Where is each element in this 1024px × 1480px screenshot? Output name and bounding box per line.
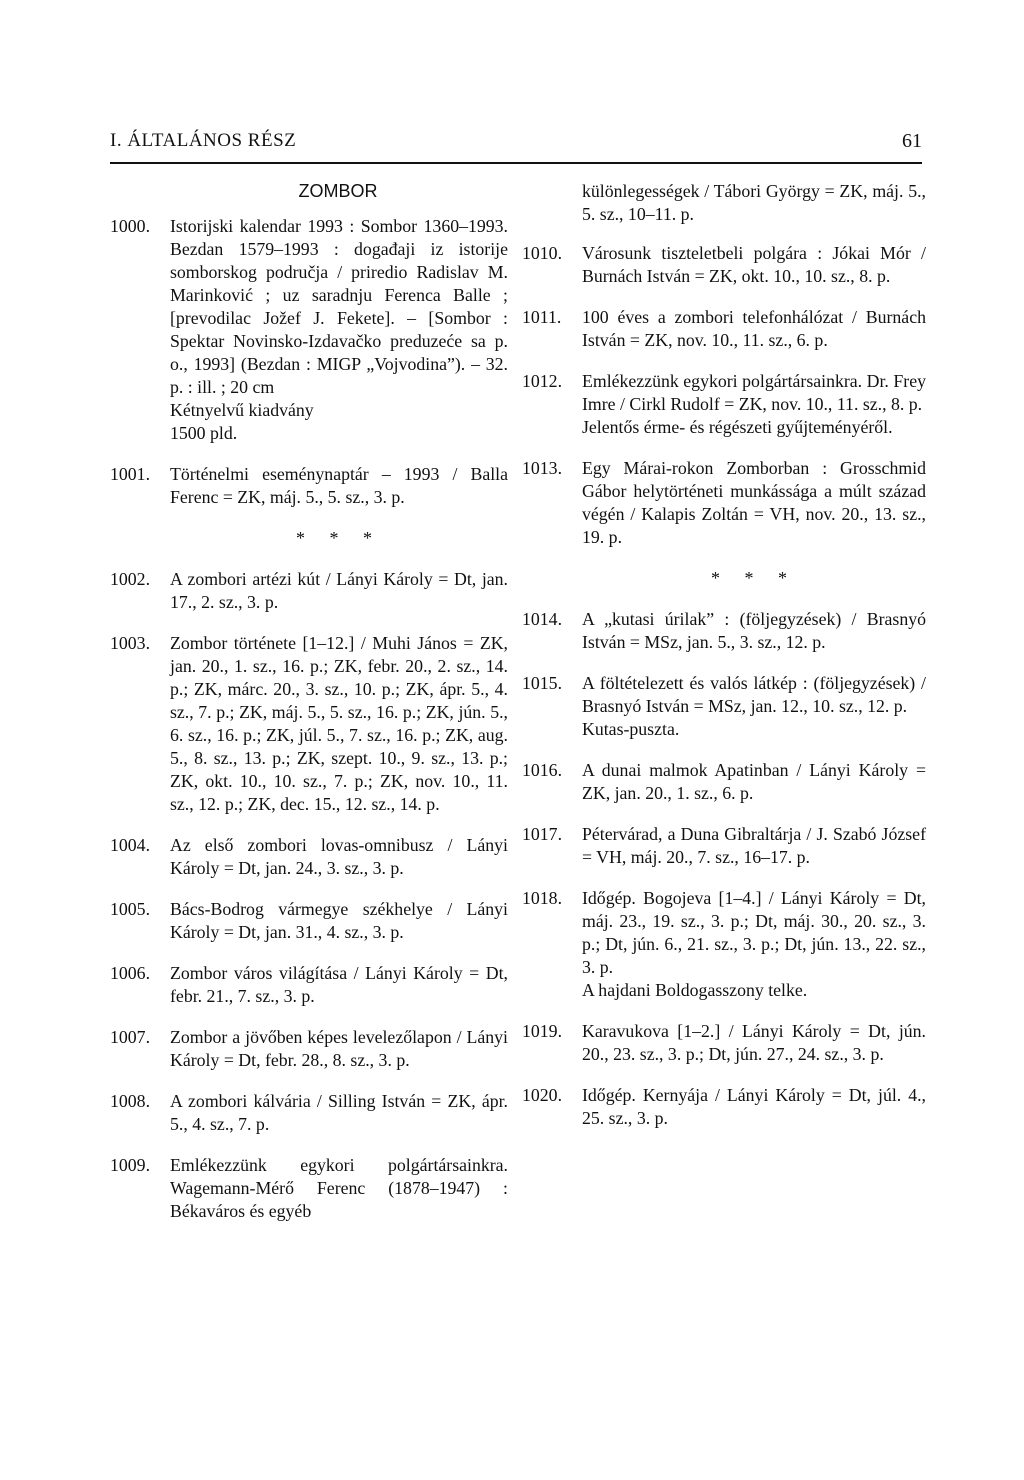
entry-line: Pétervárad, a Duna Gibraltárja / J. Szabó József = VH, máj. 20., 7. sz., 16–17. p. [582, 824, 926, 867]
entry-number: 1010. [522, 243, 563, 263]
right-entries-a [522, 242, 926, 549]
entry-line: A hajdani Boldogasszony telke. [582, 980, 808, 1000]
entry-text [170, 215, 508, 445]
entry-text [582, 306, 926, 352]
entry-text [170, 1026, 508, 1072]
entry-line: Kétnyelvű kiadvány [170, 400, 314, 420]
entry-number: 1004. [110, 835, 151, 855]
right-column [522, 180, 926, 1148]
bibliography-entry [110, 463, 508, 509]
entry-line: Istorijski kalendar 1993 : Sombor 1360–1993. Bezdan 1579–1993 : događaji iz istorije somborskog područja / priredio Radislav M. Marinković ; uz saradnju Ferenca Balle ; [prevodilac Jožef J. Fekete]. – [Sombor : Spektar Novinsko-Izdavačko preduzeće sa p. o., 1993] (Bezdan : MIGP „Vojvodina”). – 32. p. : ill. ; 20 cm [170, 216, 508, 397]
bibliography-entry [110, 632, 508, 816]
entry-line: Karavukova [1–2.] / Lányi Károly = Dt, jún. 20., 23. sz., 3. p.; Dt, jún. 27., 24. sz., 3. p. [582, 1021, 926, 1064]
entry-number: 1008. [110, 1091, 151, 1111]
bibliography-entry [110, 834, 508, 880]
entry-number: 1003. [110, 633, 151, 653]
entry-line: Zombor története [1–12.] / Muhi János = ZK, jan. 20., 1. sz., 16. p.; ZK, febr. 20., 2. sz., 14. p.; ZK, márc. 20., 3. sz., 10. p.; ZK, ápr. 5., 4. sz., 7. p.; ZK, máj. 5., 5. sz., 16. p.; ZK, jún. 5., 6. sz., 16. p.; ZK, júl. 5., 7. sz., 16. p.; ZK, aug. 5., 8. sz., 13. p.; ZK, szept. 10., 9. sz., 13. p.; ZK, okt. 10., 10. sz., 7. p.; ZK, nov. 10., 11. sz., 12. p.; ZK, dec. 15., 12. sz., 14. p. [170, 633, 508, 814]
bibliography-entry [522, 608, 926, 654]
bibliography-entry [522, 242, 926, 288]
entry-line: Időgép. Bogojeva [1–4.] / Lányi Károly = Dt, máj. 23., 19. sz., 3. p.; Dt, máj. 30., 20. sz., 3. p.; Dt, jún. 6., 21. sz., 3. p.; Dt, jún. 13., 22. sz., 3. p. [582, 888, 926, 977]
separator-stars: * * * [296, 528, 382, 548]
entry-text [170, 898, 508, 944]
bibliography-entry [522, 306, 926, 352]
bibliography-entry [110, 962, 508, 1008]
entry-number: 1013. [522, 458, 563, 478]
entry-text [170, 632, 508, 816]
entry-line: Zombor a jövőben képes levelezőlapon / Lányi Károly = Dt, febr. 28., 8. sz., 3. p. [170, 1027, 508, 1070]
bibliography-entry [110, 215, 508, 445]
entry-text [582, 457, 926, 549]
entry-number: 1009. [110, 1155, 151, 1175]
entry-line: A zombori artézi kút / Lányi Károly = Dt, jan. 17., 2. sz., 3. p. [170, 569, 508, 612]
entry-number: 1012. [522, 371, 563, 391]
entry-line: Emlékezzünk egykori polgártársainkra. Wagemann-Mérő Ferenc (1878–1947) : Békaváros és egyéb [170, 1155, 508, 1221]
entry-text [170, 834, 508, 880]
entry-line: A dunai malmok Apatinban / Lányi Károly = ZK, jan. 20., 1. sz., 6. p. [582, 760, 926, 803]
entry-text [170, 568, 508, 614]
entry-text [582, 672, 926, 741]
left-entries-b [110, 568, 508, 1223]
bibliography-entry [522, 370, 926, 439]
entry-text [170, 1154, 508, 1223]
separator-stars: * * * [711, 568, 797, 588]
entry-number: 1001. [110, 464, 151, 484]
section-title: I. ÁLTALÁNOS RÉSZ [110, 130, 297, 151]
entry-text [170, 463, 508, 509]
page-number: 61 [902, 130, 922, 152]
entry-number: 1002. [110, 569, 151, 589]
entry-number: 1017. [522, 824, 563, 844]
entry-line: Emlékezzünk egykori polgártársainkra. Dr. Frey Imre / Cirkl Rudolf = ZK, nov. 10., 11. sz., 8. p. [582, 371, 926, 414]
entry-number: 1020. [522, 1085, 563, 1105]
entry-line: Jelentős érme- és régészeti gyűjteményéről. [582, 417, 893, 437]
entry-text [582, 823, 926, 869]
entry-text [582, 887, 926, 1002]
entry-line: Városunk tiszteletbeli polgára : Jókai Mór / Burnách István = ZK, okt. 10., 10. sz., 8. p. [582, 243, 926, 286]
entry-line: Időgép. Kernyája / Lányi Károly = Dt, júl. 4., 25. sz., 3. p. [582, 1085, 926, 1128]
right-entries-b [522, 608, 926, 1130]
entry-number: 1018. [522, 888, 563, 908]
bibliography-entry [522, 887, 926, 1002]
entry-line: Az első zombori lovas-omnibusz / Lányi Károly = Dt, jan. 24., 3. sz., 3. p. [170, 835, 508, 878]
entry-text [582, 1020, 926, 1066]
entry-line: 100 éves a zombori telefonhálózat / Burnách István = ZK, nov. 10., 11. sz., 6. p. [582, 307, 926, 350]
left-entries-a [110, 215, 508, 509]
entry-number: 1016. [522, 760, 563, 780]
left-column [110, 180, 508, 1241]
entry-text [582, 608, 926, 654]
entry-number: 1007. [110, 1027, 151, 1047]
bibliography-entry [522, 457, 926, 549]
entry-text [582, 370, 926, 439]
entry-number: 1000. [110, 216, 151, 236]
bibliography-entry [522, 1020, 926, 1066]
entry-text [170, 1090, 508, 1136]
entry-line: A „kutasi úrilak” : (följegyzések) / Brasnyó István = MSz, jan. 5., 3. sz., 12. p. [582, 609, 926, 652]
bibliography-entry [522, 672, 926, 741]
page-header [110, 122, 922, 164]
continuation-text: különlegességek / Tábori György = ZK, máj. 5., 5. sz., 10–11. p. [582, 181, 926, 224]
bibliography-entry [110, 568, 508, 614]
entry-line: Kutas-puszta. [582, 719, 680, 739]
entry-text [582, 242, 926, 288]
entry-line: 1500 pld. [170, 423, 238, 443]
bibliography-entry [110, 1154, 508, 1223]
entry-line: A zombori kálvária / Silling István = ZK, ápr. 5., 4. sz., 7. p. [170, 1091, 508, 1134]
entry-line: Zombor város világítása / Lányi Károly = Dt, febr. 21., 7. sz., 3. p. [170, 963, 508, 1006]
bibliography-entry [110, 1090, 508, 1136]
entry-number: 1014. [522, 609, 563, 629]
entry-number: 1019. [522, 1021, 563, 1041]
entry-number: 1005. [110, 899, 151, 919]
bibliography-entry [110, 898, 508, 944]
entry-text [582, 759, 926, 805]
entry-line: Egy Márai-rokon Zomborban : Grosschmid Gábor helytörténeti munkássága a múlt század végén / Kalapis Zoltán = VH, nov. 20., 13. sz., 19. p. [582, 458, 926, 547]
entry-text [170, 962, 508, 1008]
bibliography-entry [522, 823, 926, 869]
column-heading: ZOMBOR [298, 181, 378, 201]
entry-number: 1006. [110, 963, 151, 983]
entry-number: 1015. [522, 673, 563, 693]
entry-line: A föltételezett és valós látkép : (följegyzések) / Brasnyó István = MSz, jan. 12., 10. sz., 12. p. [582, 673, 926, 716]
bibliography-entry [110, 1026, 508, 1072]
entry-text [582, 1084, 926, 1130]
entry-number: 1011. [522, 307, 562, 327]
entry-line: Történelmi eseménynaptár – 1993 / Balla Ferenc = ZK, máj. 5., 5. sz., 3. p. [170, 464, 508, 507]
bibliography-entry [522, 759, 926, 805]
entry-line: Bács-Bodrog vármegye székhelye / Lányi Károly = Dt, jan. 31., 4. sz., 3. p. [170, 899, 508, 942]
bibliography-entry [522, 1084, 926, 1130]
